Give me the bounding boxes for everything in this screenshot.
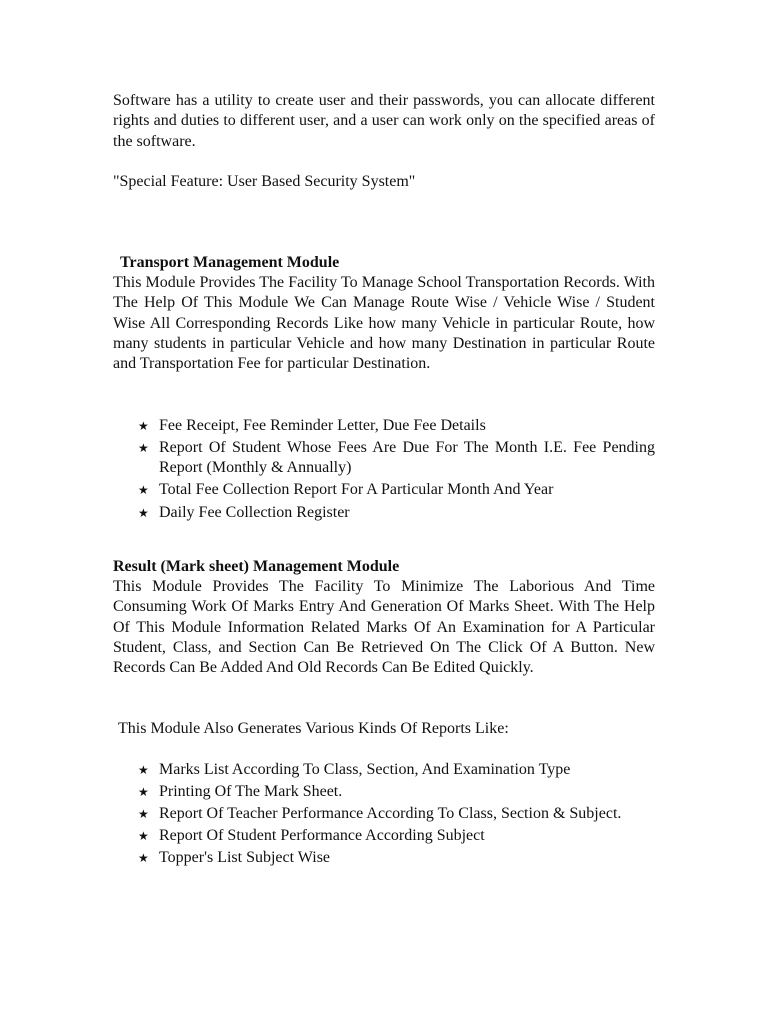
- list-item: [138, 848, 655, 868]
- list-item: [138, 760, 655, 780]
- list-item: [138, 480, 655, 500]
- star-icon: ★: [138, 807, 149, 822]
- result-paragraph: This Module Provides The Facility To Minimize The Laborious And Time Consuming Work Of Marks Entry And Generation Of Marks Sheet. With The Help Of This Module Information Related Marks Of An Examination for A Particular Student, Class, and Section Can Be Retrieved On The Click Of A Button. New Records Can Be Added And Old Records Can Be Edited Quickly.: [113, 578, 655, 677]
- result-bullet-list: [138, 760, 655, 870]
- result-heading: Result (Mark sheet) Management Module: [113, 558, 400, 575]
- star-icon: ★: [138, 785, 149, 800]
- list-item-text: Printing Of The Mark Sheet.: [159, 783, 343, 801]
- list-item: [138, 826, 655, 846]
- special-feature-text: "Special Feature: User Based Security System": [113, 173, 416, 190]
- transport-bullet-list: [138, 416, 655, 525]
- star-icon: ★: [138, 483, 149, 498]
- reports-intro-text: This Module Also Generates Various Kinds Of Reports Like:: [118, 720, 509, 737]
- intro-paragraph: Software has a utility to create user and their passwords, you can allocate different rights and duties to different user, and a user can work only on the specified areas of the software.: [113, 92, 655, 150]
- list-item-text: Marks List According To Class, Section, And Examination Type: [159, 761, 571, 778]
- list-item-text: Total Fee Collection Report For A Particular Month And Year: [159, 481, 554, 499]
- list-item-text: Topper's List Subject Wise: [159, 849, 331, 867]
- list-item: [138, 416, 655, 436]
- star-icon: ★: [138, 505, 149, 520]
- star-icon: ★: [138, 441, 149, 456]
- list-item: [138, 804, 655, 824]
- list-item-text: Fee Receipt, Fee Reminder Letter, Due Fee Details: [159, 417, 486, 434]
- list-item: [138, 438, 655, 479]
- star-icon: ★: [138, 829, 149, 844]
- list-item-text: Daily Fee Collection Register: [159, 503, 350, 521]
- list-item-text: Report Of Student Whose Fees Are Due For The Month I.E. Fee Pending Report (Monthly & Annually): [159, 439, 655, 477]
- transport-paragraph: This Module Provides The Facility To Manage School Transportation Records. With The Help Of This Module We Can Manage Route Wise / Vehicle Wise / Student Wise All Corresponding Records Like how many Vehicle in particular Route, how many students in particular Vehicle and how many Destination in particular Route and Transportation Fee for particular Destination.: [113, 274, 655, 373]
- star-icon: ★: [138, 851, 149, 866]
- star-icon: ★: [138, 419, 149, 433]
- list-item-text: Report Of Student Performance According Subject: [159, 827, 485, 845]
- list-item-text: Report Of Teacher Performance According To Class, Section & Subject.: [159, 805, 622, 823]
- list-item: [138, 782, 655, 802]
- list-item: [138, 503, 655, 523]
- star-icon: ★: [138, 763, 149, 777]
- transport-heading: Transport Management Module: [120, 254, 340, 271]
